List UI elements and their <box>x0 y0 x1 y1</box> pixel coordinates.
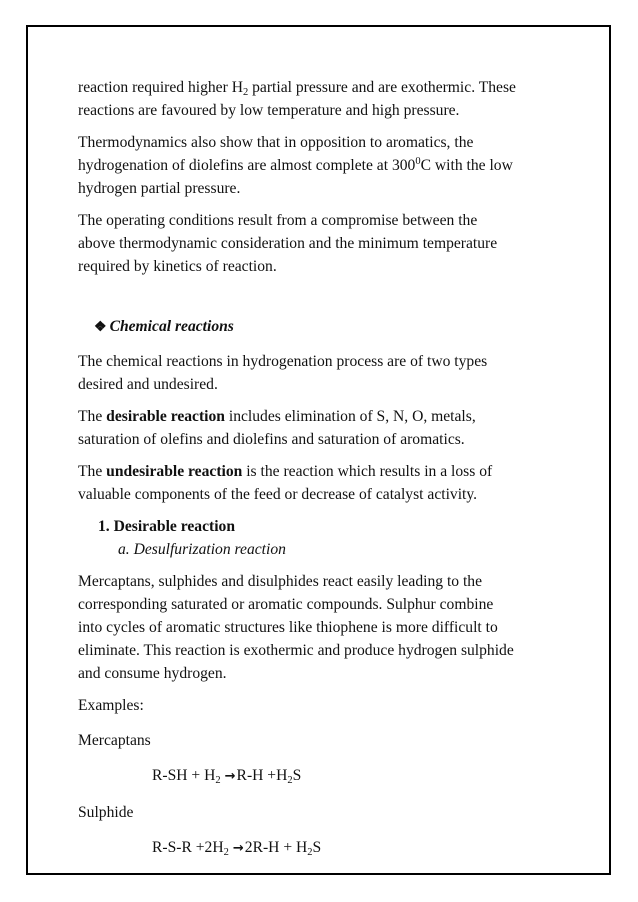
examples-label: Examples: <box>78 697 144 714</box>
paragraph-reaction-types <box>78 350 568 396</box>
subscript: 2 <box>242 87 249 98</box>
subscript: 2 <box>223 847 229 858</box>
numbered-list <box>78 515 568 561</box>
paragraph-operating-conditions <box>78 209 568 278</box>
text-line: saturation of olefins and diolefins and saturation of aromatics. <box>78 431 465 448</box>
text-run: S <box>292 767 302 784</box>
text-run: reaction required higher H <box>78 79 243 96</box>
diamond-bullet-icon: ❖ <box>94 320 107 335</box>
text-run: partial pressure and are exothermic. These <box>248 79 516 96</box>
text-line: required by kinetics of reaction. <box>78 258 277 275</box>
arrow-icon: → <box>232 841 244 856</box>
subscript: 2 <box>287 775 293 786</box>
text-line <box>78 405 568 428</box>
document-body <box>78 76 568 873</box>
text-run: S <box>312 839 322 856</box>
list-item-desulfurization: a. Desulfurization reaction <box>118 541 286 558</box>
text-line: The chemical reactions in hydrogenation process are of two types <box>78 353 488 370</box>
text-line: into cycles of aromatic structures like thiophene is more difficult to <box>78 619 498 636</box>
text-line: reactions are favoured by low temperature and high pressure. <box>78 102 460 119</box>
section-heading <box>78 315 568 339</box>
paragraph-undesirable-reaction <box>78 460 568 506</box>
text-run: C with the low <box>420 157 513 174</box>
text-line: The operating conditions result from a compromise between the <box>78 212 478 229</box>
text-line: Mercaptans, sulphides and disulphides react easily leading to the <box>78 573 483 590</box>
text-line <box>78 460 568 483</box>
text-line: hydrogen partial pressure. <box>78 180 241 197</box>
text-line <box>78 154 568 177</box>
text-run: hydrogenation of diolefins are almost complete at 300 <box>78 157 416 174</box>
sulphide-equation <box>78 836 568 860</box>
text-line: corresponding saturated or aromatic compounds. Sulphur combine <box>78 596 494 613</box>
subscript: 2 <box>307 847 313 858</box>
spacer <box>78 287 568 315</box>
sulphide-label: Sulphide <box>78 804 134 821</box>
text-line <box>78 76 568 99</box>
text-line: valuable components of the feed or decrease of catalyst activity. <box>78 486 478 503</box>
list-item-desirable-reaction: 1. Desirable reaction <box>98 518 235 535</box>
text-line: above thermodynamic consideration and the minimum temperature <box>78 235 498 252</box>
text-line: desired and undesired. <box>78 376 218 393</box>
mercaptans-label: Mercaptans <box>78 732 151 749</box>
paragraph-thermodynamics <box>78 131 568 200</box>
paragraph-mercaptans <box>78 570 568 685</box>
text-line: eliminate. This reaction is exothermic and produce hydrogen sulphide <box>78 642 514 659</box>
bold-term: undesirable reaction <box>106 463 243 480</box>
subscript: 2 <box>215 775 221 786</box>
text-line: Thermodynamics also show that in opposition to aromatics, the <box>78 134 474 151</box>
text-run: R-H +H <box>236 767 288 784</box>
text-run: includes elimination of S, N, O, metals, <box>224 408 476 425</box>
text-run: R-SH + H <box>152 767 216 784</box>
text-line: and consume hydrogen. <box>78 665 227 682</box>
mercaptans-equation <box>78 764 568 788</box>
section-heading-text: Chemical reactions <box>109 318 234 335</box>
text-run: The <box>78 408 107 425</box>
superscript: 0 <box>415 156 421 167</box>
text-run: The <box>78 463 107 480</box>
arrow-icon: → <box>224 769 236 784</box>
paragraph-h2-pressure <box>78 76 568 122</box>
text-run: is the reaction which results in a loss of <box>242 463 493 480</box>
text-run: 2R-H + H <box>244 839 308 856</box>
bold-term: desirable reaction <box>106 408 225 425</box>
text-run: R-S-R +2H <box>152 839 224 856</box>
paragraph-desirable-reaction <box>78 405 568 451</box>
